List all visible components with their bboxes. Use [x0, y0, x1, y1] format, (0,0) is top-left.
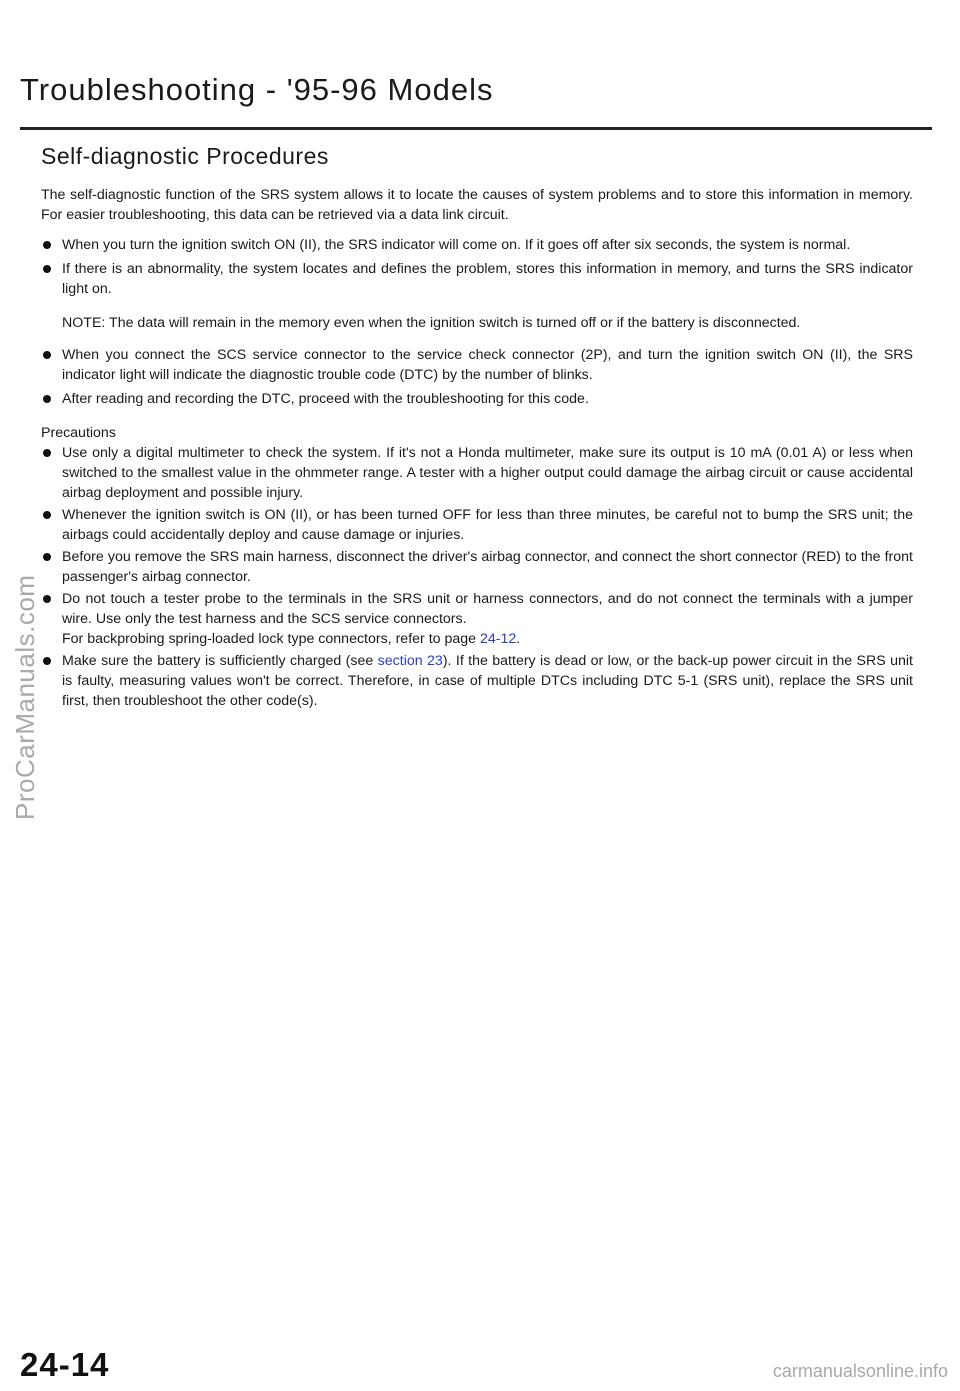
list-item	[41, 651, 913, 711]
list-item-text: ). If the battery is dead or low, or the back-up power circuit in the SRS unit is faulty, measuring values won't be correct. Therefore, in case of multiple DTCs including DTC 5-1 (SRS unit), replace the SRS unit first, then troubleshoot the other code(s).	[62, 653, 913, 709]
list-item: After reading and recording the DTC, proceed with the troubleshooting for this code.	[41, 389, 913, 409]
intro-paragraph: The self-diagnostic function of the SRS system allows it to locate the causes of system problems and to store this information in memory. For easier troubleshooting, this data can be retrieved via a data link circuit.	[41, 187, 913, 223]
title-divider	[20, 127, 932, 130]
list-item-text: Make sure the battery is sufficiently charged (see	[62, 653, 378, 669]
footer-site-watermark: carmanualsonline.info	[772, 1361, 948, 1381]
precautions-list	[41, 443, 913, 711]
list-item: When you turn the ignition switch ON (II), the SRS indicator will come on. If it goes off after six seconds, the system is normal.	[41, 235, 913, 255]
punctuation: .	[516, 631, 521, 647]
dtc-list	[41, 345, 913, 409]
list-item: Use only a digital multimeter to check the system. If it's not a Honda multimeter, make sure its output is 10 mA (0.01 A) or less when switched to the smallest value in the ohmmeter range. A tester with a higher output could damage the airbag circuit or cause accidental airbag deployment and possible injury.	[41, 443, 913, 503]
section-23-link[interactable]: section 23	[377, 653, 443, 669]
page-number: 24-14	[20, 1346, 110, 1383]
procedure-list	[41, 235, 913, 299]
list-item: When you connect the SCS service connector to the service check connector (2P), and turn the ignition switch ON (II), the SRS indicator light will indicate the diagnostic trouble code (DTC) by the number of blinks.	[41, 345, 913, 385]
precautions-heading: Precautions	[41, 425, 116, 441]
main-content	[41, 185, 913, 713]
note-paragraph: NOTE: The data will remain in the memory even when the ignition switch is turned off or if the battery is disconnected.	[62, 315, 801, 331]
page-title: Troubleshooting - '95-96 Models	[20, 72, 494, 107]
page-link-24-12[interactable]: 24-12	[479, 631, 517, 647]
list-item: Whenever the ignition switch is ON (II), or has been turned OFF for less than three minutes, be careful not to bump the SRS unit; the airbags could accidentally deploy and cause damage or injuries.	[41, 505, 913, 545]
backprobing-text: For backprobing spring-loaded lock type connectors, refer to page	[62, 631, 480, 647]
list-item	[41, 589, 913, 649]
list-item: If there is an abnormality, the system locates and defines the problem, stores this information in memory, and turns the SRS indicator light on.	[41, 259, 913, 299]
list-item-text: Do not touch a tester probe to the terminals in the SRS unit or harness connectors, and do not connect the terminals with a jumper wire. Use only the test harness and the SCS service connectors.	[62, 591, 913, 627]
list-item: Before you remove the SRS main harness, disconnect the driver's airbag connector, and connect the short connector (RED) to the front passenger's airbag connector.	[41, 547, 913, 587]
section-heading: Self-diagnostic Procedures	[41, 143, 329, 169]
